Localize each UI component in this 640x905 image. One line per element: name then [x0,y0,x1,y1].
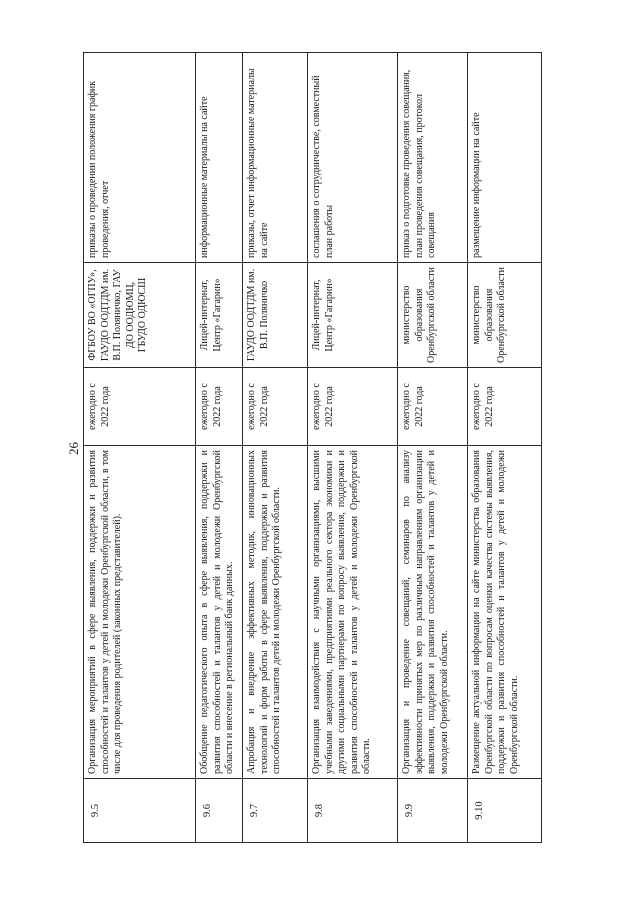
event-executor: Лицей-интернат, Центр «Гагарин» [196,263,243,368]
event-description: Апробация и внедрение эффективных методик, инновационных технологий и форм работы в сфере выявления, поддержки и развития способностей и талантов детей и молодежи Оренбургской области. [243,446,308,779]
event-description: Организация и проведение совещаний, семинаров по анализу эффективности принятых мер по различным направлениям организации выявления, поддержки и развития способностей и талантов у детей и молодежи Оренбургской области. [398,446,468,779]
row-number: 9.8 [308,779,398,843]
event-description: Организация взаимодействия с научными организациями, высшими учебными заведениями, предприятиями реального сектора экономики и другими социальными партнерами по вопросу выявления, поддержки и развития способностей и талантов у детей и молодежи Оренбургской области. [308,446,398,779]
rotated-table-container [83,53,565,843]
event-result: приказ о подготовке проведения совещания, план проведения совещания, протокол совещания [398,53,468,263]
row-number: 9.9 [398,779,468,843]
event-result: соглашения о сотрудничестве, совместный план работы [308,53,398,263]
event-result: размещение информации на сайте [468,53,542,263]
event-term: ежегодно с 2022 года [468,368,542,446]
plan-table [83,52,542,843]
row-number: 9.7 [243,779,308,843]
event-executor: ФГБОУ ВО «ОГПУ», ГАУДО ООДТДМ им. В.П. Поляничко, ГАУ ДО ООДЮМЦ, ГБУДО ОДЮСШ [84,263,196,368]
event-term: ежегодно с 2022 года [308,368,398,446]
event-executor: Лицей-интернат, Центр «Гагарин» [308,263,398,368]
event-result: приказы, отчет информационные материалы на сайте [243,53,308,263]
event-term: ежегодно с 2022 года [398,368,468,446]
table-row [196,53,243,843]
table-row [468,53,542,843]
row-number: 9.5 [84,779,196,843]
row-number: 9.10 [468,779,542,843]
event-description: Организация мероприятий в сфере выявления, поддержки и развития способностей и талантов у детей и молодежи Оренбургской области, в том числе для проведения родителей (законных представителей). [84,446,196,779]
table-row [84,53,196,843]
table-row [398,53,468,843]
event-executor: министерство образования Оренбургской области [468,263,542,368]
event-result: приказы о проведении положения график проведения, отчет [84,53,196,263]
event-executor: ГАУДО ООДТДМ им. В.П. Поляничко [243,263,308,368]
event-description: Размещение актуальной информации на сайте министерства образования Оренбургской области по вопросам оценки качества системы выявления, поддержки и развития способностей и талантов у детей и молодежи Оренбургской области. [468,446,542,779]
table-row [308,53,398,843]
event-term: ежегодно с 2022 года [84,368,196,446]
event-description: Обобщение педагогического опыта в сфере выявления, поддержки и развития способностей и талантов у детей и молодежи Оренбургской области и внесение в региональный банк данных. [196,446,243,779]
page-number: 26 [66,442,81,455]
event-executor: министерство образования Оренбургской области [398,263,468,368]
table-row [243,53,308,843]
event-term: ежегодно с 2022 года [243,368,308,446]
row-number: 9.6 [196,779,243,843]
event-result: информационные материалы на сайте [196,53,243,263]
event-term: ежегодно с 2022 года [196,368,243,446]
